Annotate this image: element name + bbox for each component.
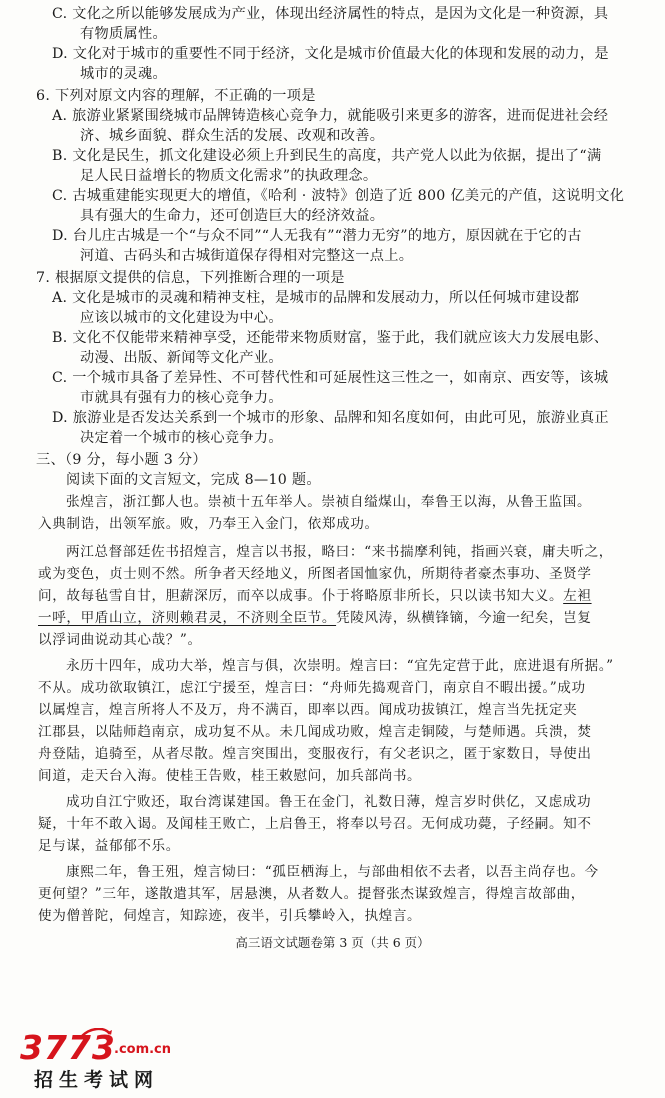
q6-option-b-line1: B. 文化是民生，抓文化建设必须上升到民生的高度，共产党人以此为依据，提出了“满 [52,148,602,164]
page-footer: 高三语文试题卷第 3 页（共 6 页） [235,935,430,950]
q7-stem: 7. 根据原文提供的信息，下列推断合理的一项是 [36,270,345,286]
q5-option-c-line1: C. 文化之所以能够发展成为产业，体现出经济属性的特点，是因为文化是一种资源，具 [52,6,609,22]
q7-option-d-line2: 决定着一个城市的核心竞争力。 [80,430,283,446]
q6-option-a-line2: 济、城乡面貌、群众生活的发展、改观和改善。 [80,128,385,144]
passage-p5-line3: 使为僧普陀，伺煌言，知踪迹，夜半，引兵攀岭入，执煌言。 [38,908,422,924]
q5-option-d-line1: D. 文化对于城市的重要性不同于经济，文化是城市价值最大化的体现和发展的动力，是 [52,46,609,62]
passage-p2-line4-text: 凭陵风涛，纵横锋镝，今逾一纪矣，岂复 [336,610,592,626]
underlined-phrase-end: 一呼，甲盾山立，济则赖君灵，不济则全臣节。 [38,610,337,626]
passage-p5-line1: 康熙二年，鲁王殂，煌言恸曰：“孤臣栖海上，与部曲相依不去者，以吾主尚存也。今 [66,864,599,880]
passage-p3-line3: 以属煌言，煌言所将人不及万，舟不满百，即率以西。闻成功拔镇江，煌言当先抚定夹 [38,702,578,718]
logo-number: 3773 [20,1028,116,1067]
q7-option-d-line1: D. 旅游业是否发达关系到一个城市的形象、品牌和知名度如何，由此可见，旅游业真正 [52,410,609,426]
q6-option-a-line1: A. 旅游业紧紧围绕城市品牌铸造核心竞争力，就能吸引来更多的游客，进而促进社会经 [52,108,609,124]
passage-p4-line2: 疑，十年不敢入谒。及闻桂王败亡，上启鲁王，将奉以号召。无何成功薨，子经嗣。知不 [38,816,592,832]
q6-option-b-line2: 足人民日益增长的物质文化需求”的执政理念。 [80,168,378,184]
q5-option-c-line2: 有物质属性。 [80,26,167,42]
passage-p3-line5: 舟登陆，追骑至，从者尽散。煌言突围出，变服夜行，有父老识之，匿于家数日，导使出 [38,746,592,762]
q7-option-b-line1: B. 文化不仅能带来精神享受，还能带来物质财富，鉴于此，我们就应该大力发展电影、 [52,330,609,346]
q7-option-c-line1: C. 一个城市具备了差异性、不可替代性和可延展性这三性之一，如南京、西安等，该城 [52,370,609,386]
site-watermark-logo [12,1028,192,1094]
q6-option-d-line2: 河道、古码头和古城街道保存得相对完整这一点上。 [80,248,414,264]
passage-p2-line5: 以浮词曲说动其心哉？”。 [38,632,202,648]
passage-p1-line1: 张煌言，浙江鄞人也。崇祯十五年举人。崇祯自缢煤山，奉鲁王以海，从鲁王监国。 [66,494,592,510]
q6-option-c-line2: 具有强大的生命力，还可创造巨大的经济效益。 [80,208,385,224]
passage-p4-line1: 成功自江宁败还，取台湾谋建国。鲁王在金门，礼数日薄，煌言岁时供亿，又虑成功 [66,794,592,810]
logo-domain: .com.cn [114,1042,172,1057]
passage-p3-line2: 不从。成功欲取镇江，虑江宁援至，煌言曰：“舟师先捣观音门，南京自不暇出援。”成功 [38,680,586,696]
section3-heading: 三、（9 分，每小题 3 分） [36,452,207,468]
logo-tagline: 招生考试网 [34,1069,160,1091]
q6-option-c-line1: C. 古城重建能实现更大的增值，《哈利 · 波特》创造了近 800 亿美元的产值，这说明文化 [52,188,625,204]
passage-p4-line3: 足与谋，益郁郁不乐。 [38,838,180,854]
q7-option-c-line2: 市就具有强有力的核心竞争力。 [80,390,283,406]
underlined-phrase-start: 左袒 [563,588,592,604]
q6-stem: 6. 下列对原文内容的理解，不正确的一项是 [36,88,316,104]
passage-p5-line2: 更何望？”三年，遂散遣其军，居悬澳，从者数人。提督张杰谋致煌言，得煌言故部曲， [38,886,585,902]
passage-p2-line2: 或为变色，贞士则不然。所争者天经地义，所图者国恤家仇，所期待者豪杰事功、圣贤学 [38,566,592,582]
passage-p3-line4: 江郡县，以陆师趋南京，成功复不从。未几闻成功败，煌言走铜陵，与楚师遇。兵溃，焚 [38,724,592,740]
q7-option-a-line2: 应该以城市的文化建设为中心。 [80,310,283,326]
section3-instruction: 阅读下面的文言短文，完成 8—10 题。 [66,472,321,488]
passage-p3-line1: 永历十四年，成功大举，煌言与俱，次崇明。煌言曰：“宜先定营于此，庶进退有所据。” [66,658,614,674]
passage-p2-line4 [38,608,592,628]
q5-option-d-line2: 城市的灵魂。 [80,66,167,82]
passage-p2-line3-text: 问，故每毡雪自甘，胆薪深厉，而卒以成事。仆于将略原非所长，只以读书知大义。 [38,588,564,604]
passage-p3-line6: 间道，走天台入海。使桂王告败，桂王敕慰问，加兵部尚书。 [38,768,422,784]
passage-p2-line1: 两江总督部廷佐书招煌言，煌言以书报，略曰：“来书揣摩利钝，指画兴衰，庸夫听之， [66,544,613,560]
q7-option-b-line2: 动漫、出版、新闻等文化产业。 [80,350,283,366]
passage-p2-line3 [38,586,592,606]
passage-p1-line2: 入典制诰，出领军旅。败，乃奉王入金门，依郑成功。 [38,516,379,532]
q6-option-d-line1: D. 台儿庄古城是一个“与众不同”“人无我有”“潜力无穷”的地方，原因就在于它的古 [52,228,582,244]
q7-option-a-line1: A. 文化是城市的灵魂和精神支柱，是城市的品牌和发展动力，所以任何城市建设都 [52,290,580,306]
